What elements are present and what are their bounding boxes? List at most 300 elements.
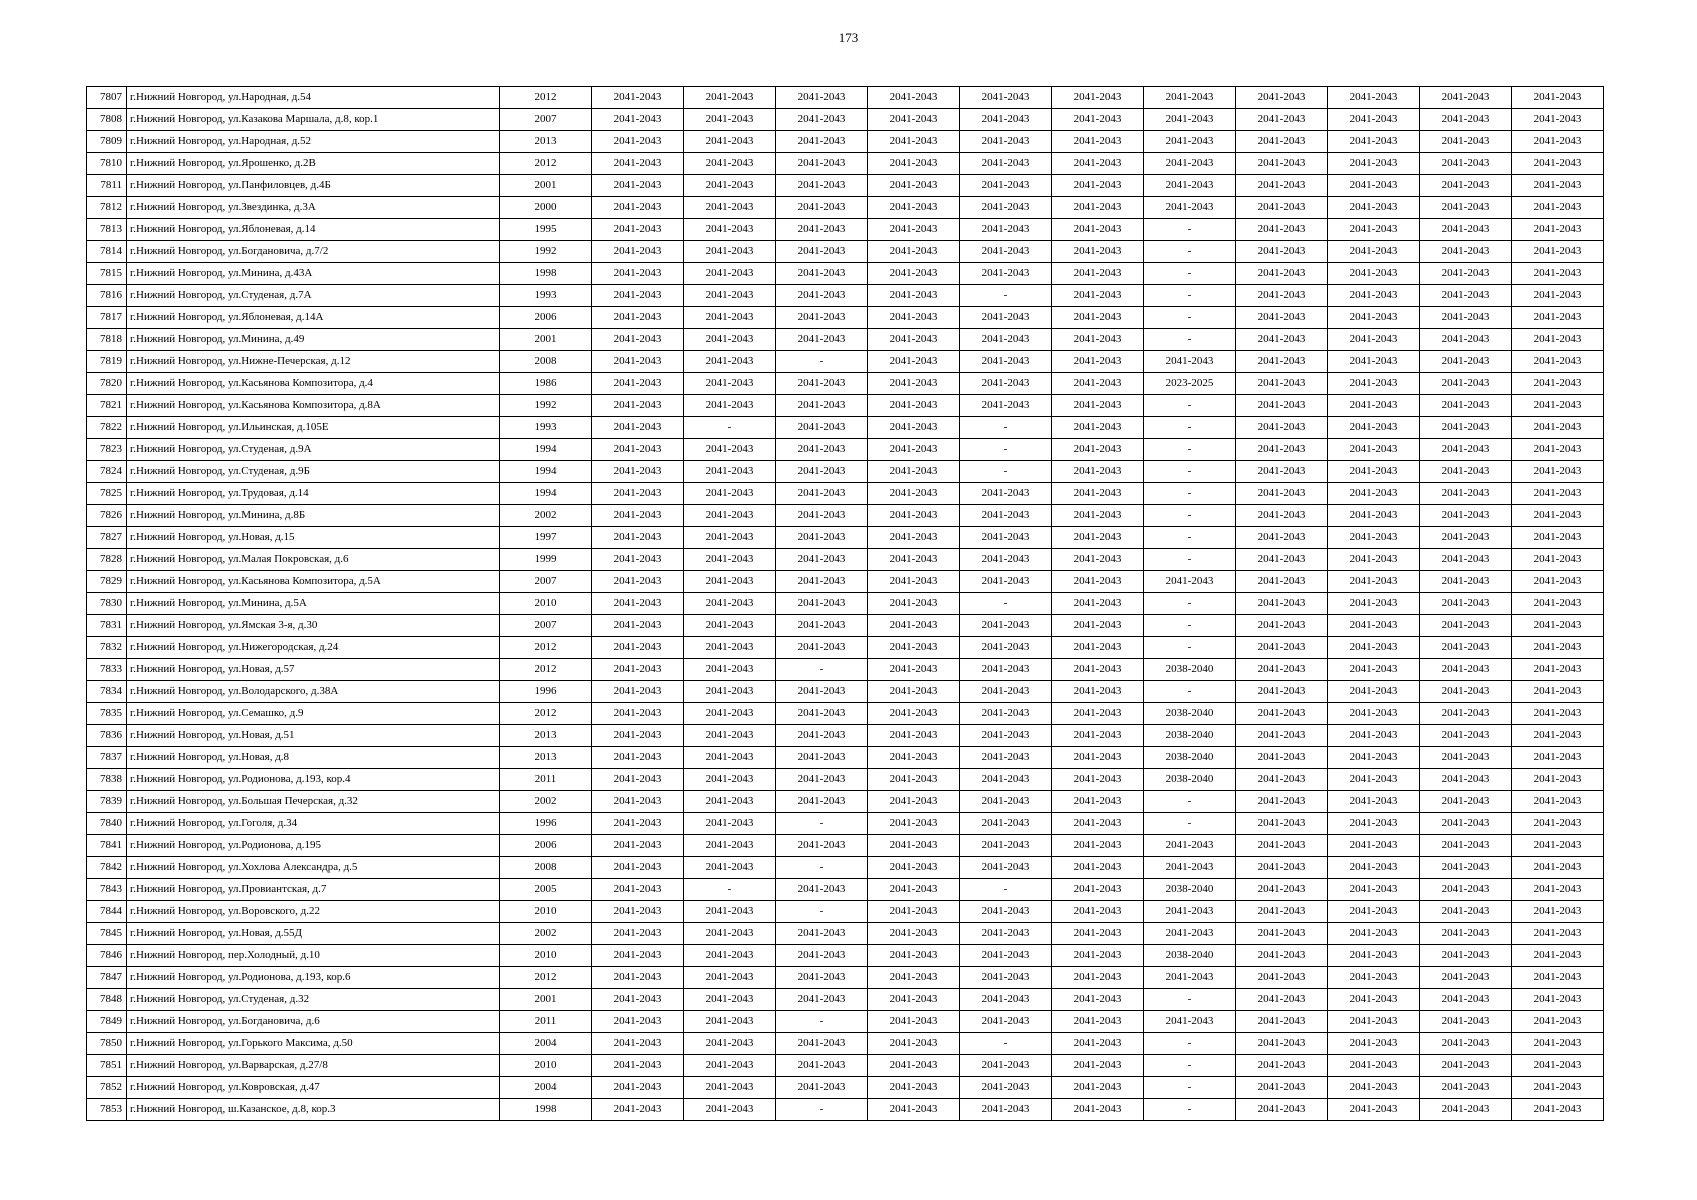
period-cell: 2041-2043 [684, 615, 776, 637]
period-cell: - [1144, 395, 1236, 417]
period-cell: 2041-2043 [684, 241, 776, 263]
period-cell: - [960, 417, 1052, 439]
period-cell: 2041-2043 [1328, 153, 1420, 175]
period-cell: 2041-2043 [1144, 197, 1236, 219]
period-cell: 2041-2043 [1420, 1099, 1512, 1121]
period-cell: 2041-2043 [592, 219, 684, 241]
period-cell: - [1144, 505, 1236, 527]
period-cell: 2041-2043 [960, 967, 1052, 989]
period-cell: 2041-2043 [1420, 923, 1512, 945]
period-cell: 2041-2043 [868, 1011, 960, 1033]
period-cell: 2041-2043 [1052, 923, 1144, 945]
period-cell: 2041-2043 [1512, 505, 1604, 527]
period-cell: 2041-2043 [868, 681, 960, 703]
period-cell: 2041-2043 [776, 329, 868, 351]
table-row [87, 747, 1604, 769]
table-row [87, 395, 1604, 417]
period-cell: 2041-2043 [684, 329, 776, 351]
address-cell: г.Нижний Новгород, ул.Касьянова Композитора, д.8А [127, 395, 500, 417]
period-cell: 2041-2043 [1052, 439, 1144, 461]
year-cell: 2010 [500, 945, 592, 967]
period-cell: 2041-2043 [1236, 131, 1328, 153]
period-cell: 2041-2043 [1328, 879, 1420, 901]
row-number-cell: 7833 [87, 659, 127, 681]
period-cell: 2041-2043 [1236, 175, 1328, 197]
period-cell: 2041-2043 [1328, 725, 1420, 747]
period-cell: 2041-2043 [776, 285, 868, 307]
row-number-cell: 7837 [87, 747, 127, 769]
row-number-cell: 7813 [87, 219, 127, 241]
period-cell: 2041-2043 [1236, 571, 1328, 593]
period-cell: 2041-2043 [776, 175, 868, 197]
period-cell: 2038-2040 [1144, 879, 1236, 901]
period-cell: 2041-2043 [1236, 417, 1328, 439]
period-cell: 2041-2043 [1052, 571, 1144, 593]
period-cell: 2041-2043 [592, 263, 684, 285]
period-cell: 2041-2043 [592, 593, 684, 615]
row-number-cell: 7840 [87, 813, 127, 835]
period-cell: 2041-2043 [684, 835, 776, 857]
year-cell: 1996 [500, 813, 592, 835]
period-cell: 2041-2043 [1512, 1033, 1604, 1055]
table-row [87, 901, 1604, 923]
period-cell: 2041-2043 [776, 615, 868, 637]
period-cell: 2041-2043 [868, 263, 960, 285]
period-cell: 2041-2043 [1420, 219, 1512, 241]
period-cell: 2041-2043 [592, 725, 684, 747]
period-cell: 2041-2043 [592, 747, 684, 769]
period-cell: 2041-2043 [1052, 285, 1144, 307]
period-cell: 2041-2043 [1328, 769, 1420, 791]
period-cell: 2041-2043 [1420, 637, 1512, 659]
table-row [87, 241, 1604, 263]
period-cell: 2041-2043 [1420, 681, 1512, 703]
period-cell: 2041-2043 [1236, 153, 1328, 175]
period-cell: 2041-2043 [1052, 725, 1144, 747]
period-cell: 2041-2043 [868, 373, 960, 395]
period-cell: 2041-2043 [1052, 395, 1144, 417]
address-cell: г.Нижний Новгород, ул.Минина, д.8Б [127, 505, 500, 527]
period-cell: - [1144, 681, 1236, 703]
period-cell: 2041-2043 [868, 505, 960, 527]
period-cell: 2041-2043 [960, 307, 1052, 329]
period-cell: 2041-2043 [1236, 857, 1328, 879]
period-cell: 2041-2043 [1236, 109, 1328, 131]
year-cell: 1993 [500, 285, 592, 307]
period-cell: 2041-2043 [1512, 659, 1604, 681]
address-cell: г.Нижний Новгород, ул.Богдановича, д.7/2 [127, 241, 500, 263]
period-cell: 2041-2043 [1236, 373, 1328, 395]
table-row [87, 197, 1604, 219]
period-cell: 2041-2043 [592, 461, 684, 483]
period-cell: 2041-2043 [1144, 1011, 1236, 1033]
row-number-cell: 7817 [87, 307, 127, 329]
period-cell: - [1144, 813, 1236, 835]
address-cell: г.Нижний Новгород, ул.Новая, д.51 [127, 725, 500, 747]
period-cell: 2041-2043 [1512, 989, 1604, 1011]
period-cell: 2041-2043 [1328, 483, 1420, 505]
period-cell: 2041-2043 [592, 813, 684, 835]
year-cell: 2011 [500, 1011, 592, 1033]
period-cell: 2041-2043 [868, 153, 960, 175]
period-cell: 2041-2043 [960, 857, 1052, 879]
period-cell: 2041-2043 [960, 351, 1052, 373]
period-cell: 2041-2043 [776, 769, 868, 791]
period-cell: 2041-2043 [1512, 373, 1604, 395]
table-row [87, 1055, 1604, 1077]
table-row [87, 417, 1604, 439]
period-cell: 2041-2043 [776, 923, 868, 945]
period-cell: 2041-2043 [1420, 241, 1512, 263]
period-cell: - [1144, 791, 1236, 813]
period-cell: 2041-2043 [1236, 989, 1328, 1011]
table-row [87, 373, 1604, 395]
period-cell: 2041-2043 [1420, 1011, 1512, 1033]
period-cell: 2041-2043 [592, 879, 684, 901]
period-cell: 2041-2043 [960, 549, 1052, 571]
period-cell: 2041-2043 [1144, 923, 1236, 945]
period-cell: 2041-2043 [592, 131, 684, 153]
period-cell: - [776, 901, 868, 923]
period-cell: 2041-2043 [1512, 1077, 1604, 1099]
period-cell: 2041-2043 [1420, 285, 1512, 307]
row-number-cell: 7830 [87, 593, 127, 615]
period-cell: 2041-2043 [1512, 791, 1604, 813]
period-cell: 2041-2043 [1420, 329, 1512, 351]
period-cell: 2041-2043 [1420, 857, 1512, 879]
row-number-cell: 7835 [87, 703, 127, 725]
address-cell: г.Нижний Новгород, ул.Гоголя, д.34 [127, 813, 500, 835]
address-cell: г.Нижний Новгород, ул.Студеная, д.9А [127, 439, 500, 461]
period-cell: 2041-2043 [960, 109, 1052, 131]
year-cell: 1994 [500, 439, 592, 461]
table-row [87, 175, 1604, 197]
period-cell: 2041-2043 [1052, 307, 1144, 329]
year-cell: 2012 [500, 637, 592, 659]
period-cell: - [1144, 483, 1236, 505]
period-cell: 2041-2043 [684, 725, 776, 747]
period-cell: 2041-2043 [684, 197, 776, 219]
period-cell: 2041-2043 [868, 417, 960, 439]
period-cell: 2041-2043 [1512, 109, 1604, 131]
year-cell: 2010 [500, 593, 592, 615]
period-cell: 2041-2043 [1236, 263, 1328, 285]
period-cell: 2041-2043 [1052, 857, 1144, 879]
address-cell: г.Нижний Новгород, ул.Касьянова Композитора, д.5А [127, 571, 500, 593]
period-cell: 2041-2043 [1512, 395, 1604, 417]
row-number-cell: 7819 [87, 351, 127, 373]
period-cell: 2041-2043 [592, 549, 684, 571]
period-cell: 2041-2043 [960, 1077, 1052, 1099]
period-cell: 2041-2043 [1236, 505, 1328, 527]
period-cell: 2041-2043 [1236, 791, 1328, 813]
period-cell: 2041-2043 [1144, 351, 1236, 373]
period-cell: 2041-2043 [1328, 373, 1420, 395]
address-cell: г.Нижний Новгород, ул.Горького Максима, д.50 [127, 1033, 500, 1055]
period-cell: 2041-2043 [1236, 923, 1328, 945]
period-cell: 2041-2043 [1420, 659, 1512, 681]
period-cell: 2041-2043 [960, 681, 1052, 703]
period-cell: 2041-2043 [1420, 615, 1512, 637]
period-cell: 2041-2043 [1328, 571, 1420, 593]
period-cell: 2041-2043 [684, 659, 776, 681]
period-cell: 2041-2043 [868, 835, 960, 857]
period-cell: 2041-2043 [1512, 967, 1604, 989]
period-cell: 2041-2043 [960, 1011, 1052, 1033]
table-row [87, 725, 1604, 747]
period-cell: 2041-2043 [1512, 549, 1604, 571]
period-cell: 2041-2043 [868, 329, 960, 351]
period-cell: - [776, 659, 868, 681]
period-cell: 2041-2043 [684, 1011, 776, 1033]
address-cell: г.Нижний Новгород, ул.Народная, д.52 [127, 131, 500, 153]
period-cell: 2041-2043 [868, 967, 960, 989]
period-cell: 2041-2043 [1236, 1099, 1328, 1121]
period-cell: 2041-2043 [960, 483, 1052, 505]
year-cell: 2008 [500, 857, 592, 879]
period-cell: 2041-2043 [1420, 725, 1512, 747]
period-cell: - [1144, 1099, 1236, 1121]
period-cell: 2041-2043 [960, 153, 1052, 175]
period-cell: 2041-2043 [684, 945, 776, 967]
year-cell: 2001 [500, 989, 592, 1011]
period-cell: 2041-2043 [1236, 527, 1328, 549]
address-cell: г.Нижний Новгород, ул.Казакова Маршала, д.8, кор.1 [127, 109, 500, 131]
period-cell: 2041-2043 [592, 1011, 684, 1033]
period-cell: 2041-2043 [1052, 1033, 1144, 1055]
period-cell: 2041-2043 [592, 791, 684, 813]
period-cell: 2041-2043 [776, 197, 868, 219]
period-cell: 2041-2043 [1328, 835, 1420, 857]
period-cell: 2041-2043 [592, 769, 684, 791]
period-cell: 2041-2043 [1512, 835, 1604, 857]
period-cell: 2041-2043 [1512, 769, 1604, 791]
period-cell: 2041-2043 [684, 153, 776, 175]
period-cell: 2041-2043 [1052, 505, 1144, 527]
period-cell: 2041-2043 [1328, 417, 1420, 439]
period-cell: - [1144, 1077, 1236, 1099]
row-number-cell: 7826 [87, 505, 127, 527]
period-cell: 2041-2043 [1328, 593, 1420, 615]
table-row [87, 637, 1604, 659]
row-number-cell: 7820 [87, 373, 127, 395]
period-cell: 2038-2040 [1144, 659, 1236, 681]
year-cell: 2012 [500, 967, 592, 989]
period-cell: 2041-2043 [868, 1033, 960, 1055]
period-cell: 2041-2043 [776, 945, 868, 967]
period-cell: 2041-2043 [1512, 285, 1604, 307]
period-cell: - [1144, 549, 1236, 571]
table-row [87, 835, 1604, 857]
table-row [87, 571, 1604, 593]
period-cell: 2041-2043 [868, 219, 960, 241]
period-cell: 2041-2043 [1512, 879, 1604, 901]
year-cell: 2007 [500, 571, 592, 593]
address-cell: г.Нижний Новгород, ул.Студеная, д.7А [127, 285, 500, 307]
period-cell: 2041-2043 [960, 1055, 1052, 1077]
period-cell: 2041-2043 [868, 725, 960, 747]
period-cell: 2041-2043 [1052, 153, 1144, 175]
table-row [87, 505, 1604, 527]
period-cell: 2041-2043 [868, 615, 960, 637]
period-cell: - [960, 285, 1052, 307]
address-cell: г.Нижний Новгород, ул.Ямская 3-я, д.30 [127, 615, 500, 637]
period-cell: 2041-2043 [1420, 417, 1512, 439]
period-cell: 2041-2043 [1144, 835, 1236, 857]
period-cell: 2041-2043 [868, 791, 960, 813]
period-cell: 2041-2043 [592, 527, 684, 549]
period-cell: 2041-2043 [592, 307, 684, 329]
period-cell: 2041-2043 [1052, 549, 1144, 571]
period-cell: 2041-2043 [1512, 263, 1604, 285]
period-cell: 2041-2043 [776, 395, 868, 417]
period-cell: 2041-2043 [1420, 351, 1512, 373]
period-cell: 2041-2043 [592, 835, 684, 857]
address-cell: г.Нижний Новгород, ул.Студеная, д.9Б [127, 461, 500, 483]
period-cell: 2041-2043 [960, 813, 1052, 835]
address-cell: г.Нижний Новгород, ул.Народная, д.54 [127, 87, 500, 109]
period-cell: - [776, 1099, 868, 1121]
period-cell: 2041-2043 [868, 527, 960, 549]
period-cell: 2041-2043 [868, 813, 960, 835]
period-cell: - [1144, 439, 1236, 461]
period-cell: 2041-2043 [1236, 725, 1328, 747]
period-cell: 2041-2043 [776, 219, 868, 241]
period-cell: 2041-2043 [1420, 131, 1512, 153]
period-cell: 2041-2043 [1052, 879, 1144, 901]
period-cell: 2041-2043 [1236, 1077, 1328, 1099]
year-cell: 1999 [500, 549, 592, 571]
period-cell: 2041-2043 [1512, 153, 1604, 175]
address-cell: г.Нижний Новгород, ул.Родионова, д.195 [127, 835, 500, 857]
period-cell: 2041-2043 [1328, 923, 1420, 945]
period-cell: 2041-2043 [592, 175, 684, 197]
row-number-cell: 7836 [87, 725, 127, 747]
table-row [87, 109, 1604, 131]
row-number-cell: 7828 [87, 549, 127, 571]
table-row [87, 1033, 1604, 1055]
row-number-cell: 7814 [87, 241, 127, 263]
period-cell: 2041-2043 [960, 87, 1052, 109]
period-cell: 2041-2043 [1328, 747, 1420, 769]
period-cell: - [1144, 219, 1236, 241]
period-cell: 2041-2043 [776, 989, 868, 1011]
year-cell: 2002 [500, 505, 592, 527]
address-cell: г.Нижний Новгород, ул.Трудовая, д.14 [127, 483, 500, 505]
period-cell: 2041-2043 [1052, 417, 1144, 439]
period-cell: 2041-2043 [1236, 395, 1328, 417]
period-cell: 2041-2043 [1328, 901, 1420, 923]
period-cell: 2041-2043 [868, 351, 960, 373]
period-cell: 2041-2043 [1236, 835, 1328, 857]
period-cell: 2041-2043 [1144, 87, 1236, 109]
period-cell: 2041-2043 [1328, 791, 1420, 813]
period-cell: 2041-2043 [776, 703, 868, 725]
table-row [87, 439, 1604, 461]
period-cell: 2041-2043 [684, 747, 776, 769]
period-cell: 2041-2043 [1144, 153, 1236, 175]
period-cell: 2041-2043 [592, 373, 684, 395]
period-cell: 2041-2043 [960, 923, 1052, 945]
year-cell: 1994 [500, 461, 592, 483]
period-cell: 2041-2043 [1328, 1055, 1420, 1077]
year-cell: 2013 [500, 725, 592, 747]
period-cell: 2041-2043 [1328, 813, 1420, 835]
period-cell: 2041-2043 [684, 791, 776, 813]
table-row [87, 483, 1604, 505]
period-cell: 2041-2043 [960, 241, 1052, 263]
year-cell: 2012 [500, 703, 592, 725]
period-cell: - [1144, 989, 1236, 1011]
period-cell: 2041-2043 [1052, 637, 1144, 659]
row-number-cell: 7832 [87, 637, 127, 659]
period-cell: 2041-2043 [1512, 945, 1604, 967]
period-cell: 2041-2043 [684, 813, 776, 835]
period-cell: - [776, 813, 868, 835]
period-cell: 2041-2043 [592, 967, 684, 989]
period-cell: 2041-2043 [1052, 813, 1144, 835]
period-cell: 2023-2025 [1144, 373, 1236, 395]
year-cell: 1992 [500, 241, 592, 263]
table-row [87, 813, 1604, 835]
year-cell: 2010 [500, 1055, 592, 1077]
period-cell: 2041-2043 [1328, 285, 1420, 307]
period-cell: 2041-2043 [868, 1077, 960, 1099]
address-cell: г.Нижний Новгород, ул.Звездинка, д.3А [127, 197, 500, 219]
period-cell: 2041-2043 [684, 351, 776, 373]
period-cell: 2041-2043 [960, 527, 1052, 549]
table-row [87, 879, 1604, 901]
address-cell: г.Нижний Новгород, ул.Богдановича, д.6 [127, 1011, 500, 1033]
period-cell: 2041-2043 [868, 87, 960, 109]
row-number-cell: 7824 [87, 461, 127, 483]
period-cell: 2041-2043 [1420, 483, 1512, 505]
year-cell: 2000 [500, 197, 592, 219]
period-cell: 2041-2043 [1420, 769, 1512, 791]
period-cell: 2038-2040 [1144, 945, 1236, 967]
table-row [87, 681, 1604, 703]
address-cell: г.Нижний Новгород, ул.Варварская, д.27/8 [127, 1055, 500, 1077]
period-cell: 2041-2043 [1328, 637, 1420, 659]
period-cell: - [960, 593, 1052, 615]
period-cell: 2041-2043 [1144, 109, 1236, 131]
period-cell: 2041-2043 [776, 439, 868, 461]
period-cell: 2041-2043 [960, 395, 1052, 417]
period-cell: 2041-2043 [1512, 1011, 1604, 1033]
period-cell: 2041-2043 [1420, 703, 1512, 725]
table-row [87, 989, 1604, 1011]
year-cell: 2007 [500, 109, 592, 131]
period-cell: 2041-2043 [1512, 813, 1604, 835]
row-number-cell: 7807 [87, 87, 127, 109]
period-cell: 2041-2043 [1236, 351, 1328, 373]
period-cell: 2041-2043 [1328, 329, 1420, 351]
period-cell: 2041-2043 [1328, 1099, 1420, 1121]
period-cell: 2041-2043 [1236, 879, 1328, 901]
period-cell: - [1144, 637, 1236, 659]
period-cell: 2041-2043 [684, 593, 776, 615]
period-cell: 2041-2043 [1052, 197, 1144, 219]
period-cell: 2041-2043 [592, 945, 684, 967]
year-cell: 2005 [500, 879, 592, 901]
period-cell: 2041-2043 [1512, 87, 1604, 109]
address-cell: г.Нижний Новгород, ул.Ярошенко, д.2В [127, 153, 500, 175]
period-cell: 2041-2043 [1328, 197, 1420, 219]
period-cell: 2041-2043 [1512, 901, 1604, 923]
period-cell: 2041-2043 [1236, 285, 1328, 307]
period-cell: 2041-2043 [868, 989, 960, 1011]
address-cell: г.Нижний Новгород, ул.Минина, д.43А [127, 263, 500, 285]
